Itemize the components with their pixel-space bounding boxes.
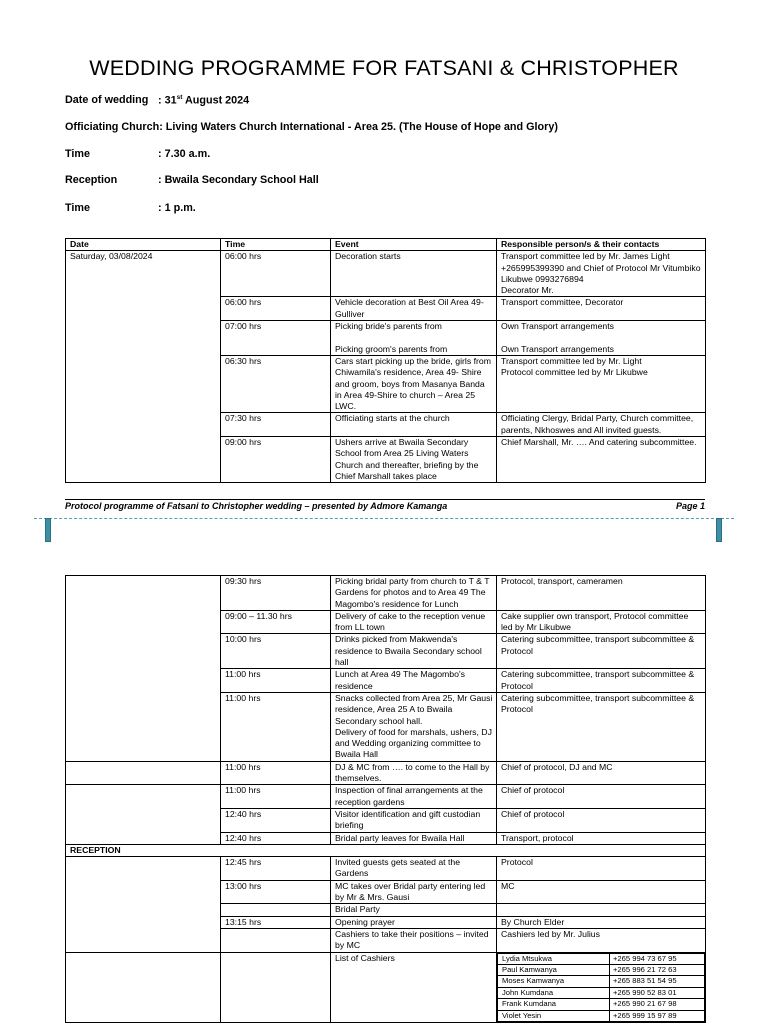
wedding-date-label: Date of wedding bbox=[65, 94, 149, 106]
programme-table-page-2 bbox=[65, 575, 706, 1023]
cashier-name: Lydia Mtsukwa bbox=[498, 953, 610, 964]
row-time: 09:00 hrs bbox=[221, 437, 331, 483]
table-row bbox=[66, 761, 706, 785]
header-date: Date bbox=[66, 239, 221, 251]
header-responsible: Responsible person/s & their contacts bbox=[497, 239, 706, 251]
reception-time-label: Time bbox=[65, 202, 91, 214]
row-event: Cashiers to take their positions – invited by MC bbox=[331, 928, 497, 952]
reception-value: : Bwaila Secondary School Hall bbox=[158, 174, 319, 186]
cashiers-list-cell bbox=[497, 952, 706, 1022]
cashier-row bbox=[498, 953, 705, 964]
row-event: Lunch at Area 49 The Magombo's residence bbox=[331, 669, 497, 693]
footer-text: Protocol programme of Fatsani to Christopher wedding – presented by Admore Kamanga bbox=[65, 501, 448, 511]
row-event: Bridal Party bbox=[331, 904, 497, 916]
row-date bbox=[66, 761, 221, 785]
row-time: 11:00 hrs bbox=[221, 761, 331, 785]
cashiers-row bbox=[66, 952, 706, 1022]
church-line bbox=[65, 121, 558, 133]
ceremony-time-label: Time bbox=[65, 148, 91, 160]
row-responsible: Catering subcommittee, transport subcommittee & Protocol bbox=[497, 634, 706, 669]
row-time: 06:30 hrs bbox=[221, 355, 331, 412]
reception-heading-row bbox=[66, 844, 706, 856]
row-event: Invited guests gets seated at the Gardens bbox=[331, 857, 497, 881]
cashiers-table bbox=[497, 953, 705, 1022]
row-event: Delivery of cake to the reception venue from LL town bbox=[331, 610, 497, 634]
row-responsible bbox=[497, 904, 706, 916]
row-time bbox=[221, 904, 331, 916]
row-event: MC takes over Bridal party entering led by Mr & Mrs. Gausi bbox=[331, 880, 497, 904]
row-time: 13:15 hrs bbox=[221, 916, 331, 928]
cashier-phone: +265 990 52 83 01 bbox=[610, 987, 705, 998]
row-time: 09:00 – 11.30 hrs bbox=[221, 610, 331, 634]
table-row bbox=[66, 857, 706, 881]
wedding-date-line bbox=[65, 94, 250, 107]
row-time: 11:00 hrs bbox=[221, 669, 331, 693]
row-responsible: Cashiers led by Mr. Julius bbox=[497, 928, 706, 952]
row-event: Drinks picked from Makwenda's residence to Bwaila Secondary school hall bbox=[331, 634, 497, 669]
cashier-row bbox=[498, 976, 705, 987]
header-event: Event bbox=[331, 239, 497, 251]
row-event: DJ & MC from …. to come to the Hall by themselves. bbox=[331, 761, 497, 785]
reception-heading: RECEPTION bbox=[66, 844, 706, 856]
reception-time-value: : 1 p.m. bbox=[158, 202, 196, 214]
cashier-name: Frank Kumdana bbox=[498, 999, 610, 1010]
page-number: Page 1 bbox=[675, 501, 705, 511]
ceremony-time-value: : 7.30 a.m. bbox=[158, 148, 211, 160]
row-responsible: Cake supplier own transport, Protocol committee led by Mr Likubwe bbox=[497, 610, 706, 634]
row-time: 06:00 hrs bbox=[221, 251, 331, 297]
row-responsible: Transport committee led by Mr. Light Protocol committee led by Mr Likubwe bbox=[497, 355, 706, 412]
cashier-phone: +265 996 21 72 63 bbox=[610, 964, 705, 975]
row-time: 12:45 hrs bbox=[221, 857, 331, 881]
page-footer bbox=[65, 499, 705, 511]
reception-line bbox=[65, 174, 319, 186]
row-date: Saturday, 03/08/2024 bbox=[66, 251, 221, 483]
row-time: 12:40 hrs bbox=[221, 808, 331, 832]
cashier-phone: +265 883 51 54 95 bbox=[610, 976, 705, 987]
row-responsible: Own Transport arrangements Own Transport arrangements bbox=[497, 321, 706, 356]
row-event: Bridal party leaves for Bwaila Hall bbox=[331, 832, 497, 844]
row-responsible: Chief of protocol, DJ and MC bbox=[497, 761, 706, 785]
row-event: Vehicle decoration at Best Oil Area 49-Gulliver bbox=[331, 297, 497, 321]
row-time: 09:30 hrs bbox=[221, 576, 331, 611]
row-responsible: MC bbox=[497, 880, 706, 904]
table-row bbox=[66, 576, 706, 611]
page-title: WEDDING PROGRAMME FOR FATSANI & CHRISTOPHER bbox=[89, 56, 679, 80]
cashier-phone: +265 999 15 97 89 bbox=[610, 1010, 705, 1021]
row-time: 12:40 hrs bbox=[221, 832, 331, 844]
cashiers-event: List of Cashiers bbox=[331, 952, 497, 1022]
reception-label: Reception bbox=[65, 174, 118, 186]
row-responsible: Transport committee, Decorator bbox=[497, 297, 706, 321]
page-break-divider bbox=[0, 515, 768, 545]
row-event: Cars start picking up the bride, girls from Chiwamila's residence, Area 49- Shire and groom, boys from Masanya Banda in Area 49-Shire to church – Area 25 LWC. bbox=[331, 355, 497, 412]
row-responsible: Chief of protocol bbox=[497, 808, 706, 832]
row-responsible: Transport, protocol bbox=[497, 832, 706, 844]
row-time: 06:00 hrs bbox=[221, 297, 331, 321]
cashier-name: Violet Yesin bbox=[498, 1010, 610, 1021]
cashier-name: Paul Kamwanya bbox=[498, 964, 610, 975]
wedding-date-value: : 31st August 2024 bbox=[158, 94, 250, 107]
row-time: 07:30 hrs bbox=[221, 413, 331, 437]
row-event: Decoration starts bbox=[331, 251, 497, 297]
row-event: Visitor identification and gift custodian briefing bbox=[331, 808, 497, 832]
row-date bbox=[66, 952, 221, 1022]
row-responsible: Chief Marshall, Mr. …. And catering subcommittee. bbox=[497, 437, 706, 483]
row-time: 13:00 hrs bbox=[221, 880, 331, 904]
row-event: Snacks collected from Area 25, Mr Gausi residence, Area 25 A to Bwaila Secondary school hall. Delivery of food for marshals, ushers, DJ and Wedding organizing committee to Bwaila Hall bbox=[331, 692, 497, 761]
church-label: Officiating Church bbox=[65, 121, 160, 133]
church-value: : Living Waters Church International - Area 25. (The House of Hope and Glory) bbox=[159, 121, 558, 133]
row-date bbox=[66, 785, 221, 844]
row-date bbox=[66, 576, 221, 762]
row-responsible: By Church Elder bbox=[497, 916, 706, 928]
row-time: 10:00 hrs bbox=[221, 634, 331, 669]
row-responsible: Transport committee led by Mr. James Light +265995399390 and Chief of Protocol Mr Vitumbiko Likubwe 0993276894 Decorator Mr. bbox=[497, 251, 706, 297]
page-break-line bbox=[34, 518, 734, 519]
cashier-phone: +265 994 73 67 95 bbox=[610, 953, 705, 964]
cashier-row bbox=[498, 999, 705, 1010]
row-responsible: Catering subcommittee, transport subcommittee & Protocol bbox=[497, 692, 706, 761]
cashier-name: Moses Kamwanya bbox=[498, 976, 610, 987]
row-responsible: Officiating Clergy, Bridal Party, Church committee, parents, Nkhoswes and All invited guests. bbox=[497, 413, 706, 437]
cashier-row bbox=[498, 1010, 705, 1021]
row-responsible: Protocol, transport, cameramen bbox=[497, 576, 706, 611]
row-time: 07:00 hrs bbox=[221, 321, 331, 356]
row-event: Ushers arrive at Bwaila Secondary School from Area 25 Living Waters Church and thereafter, briefing by the Chief Marshall takes place bbox=[331, 437, 497, 483]
table-body-page-1 bbox=[66, 251, 706, 483]
page-break-marker-left bbox=[45, 518, 51, 542]
row-responsible: Catering subcommittee, transport subcommittee & Protocol bbox=[497, 669, 706, 693]
row-event: Inspection of final arrangements at the reception gardens bbox=[331, 785, 497, 809]
row-event: Picking bride's parents from Picking groom's parents from bbox=[331, 321, 497, 356]
table-body-page-2 bbox=[66, 576, 706, 1023]
cashier-phone: +265 990 21 67 98 bbox=[610, 999, 705, 1010]
table-row bbox=[66, 785, 706, 809]
table-row bbox=[66, 251, 706, 297]
row-event: Officiating starts at the church bbox=[331, 413, 497, 437]
row-event: Opening prayer bbox=[331, 916, 497, 928]
reception-time-line bbox=[65, 202, 196, 214]
row-responsible: Chief of protocol bbox=[497, 785, 706, 809]
cashier-row bbox=[498, 987, 705, 998]
cashier-row bbox=[498, 964, 705, 975]
row-time: 11:00 hrs bbox=[221, 785, 331, 809]
programme-table-page-1 bbox=[65, 238, 706, 483]
header-time: Time bbox=[221, 239, 331, 251]
row-time: 11:00 hrs bbox=[221, 692, 331, 761]
page-break-marker-right bbox=[716, 518, 722, 542]
cashier-name: John Kumdana bbox=[498, 987, 610, 998]
row-date bbox=[66, 857, 221, 952]
row-time bbox=[221, 952, 331, 1022]
table-header-row bbox=[66, 239, 706, 251]
row-time bbox=[221, 928, 331, 952]
ceremony-time-line bbox=[65, 148, 211, 160]
row-responsible: Protocol bbox=[497, 857, 706, 881]
row-event: Picking bridal party from church to T & T Gardens for photos and to Area 49 The Magombo's residence for Lunch bbox=[331, 576, 497, 611]
